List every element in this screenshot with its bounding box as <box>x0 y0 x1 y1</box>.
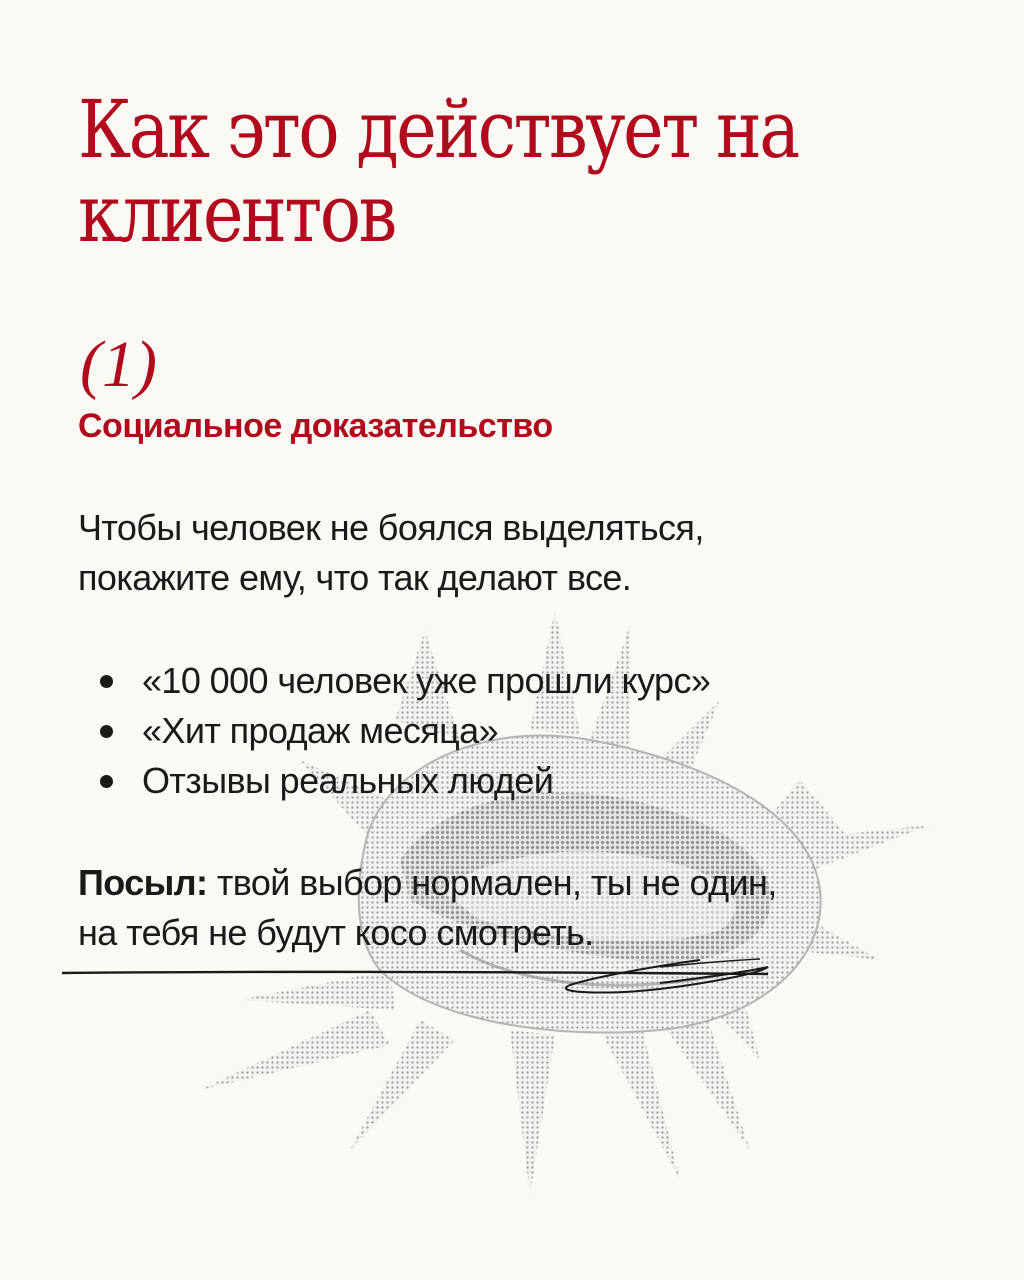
list-item <box>78 656 710 706</box>
list-item <box>78 706 710 756</box>
intro-line-1: Чтобы человек не боялся выделяться, <box>78 507 704 548</box>
intro-line-2: покажите ему, что так делают все. <box>78 557 632 598</box>
message-line-2: на тебя не будут косо смотреть. <box>78 912 594 953</box>
message-line-1: твой выбор нормален, ты не один, <box>207 862 777 903</box>
bullet-dot-icon <box>100 725 113 738</box>
title-line-1: Как это действует на <box>78 83 798 176</box>
bullet-dot-icon <box>100 675 113 688</box>
intro-text <box>78 503 938 603</box>
list-item-text: Отзывы реальных людей <box>142 760 554 801</box>
list-item <box>78 756 710 806</box>
message-label: Посыл: <box>78 862 208 903</box>
bullet-list <box>78 656 710 806</box>
list-item-text: «10 000 человек уже прошли курс» <box>142 660 711 701</box>
message-text <box>78 858 958 958</box>
title-line-2: клиентов <box>78 167 395 260</box>
page-title <box>78 83 852 260</box>
underline-scribble <box>60 955 780 1005</box>
section-heading: Социальное доказательство <box>78 407 553 445</box>
list-item-text: «Хит продаж месяца» <box>142 710 499 751</box>
bullet-dot-icon <box>100 775 113 788</box>
section-number: (1) <box>80 328 157 401</box>
